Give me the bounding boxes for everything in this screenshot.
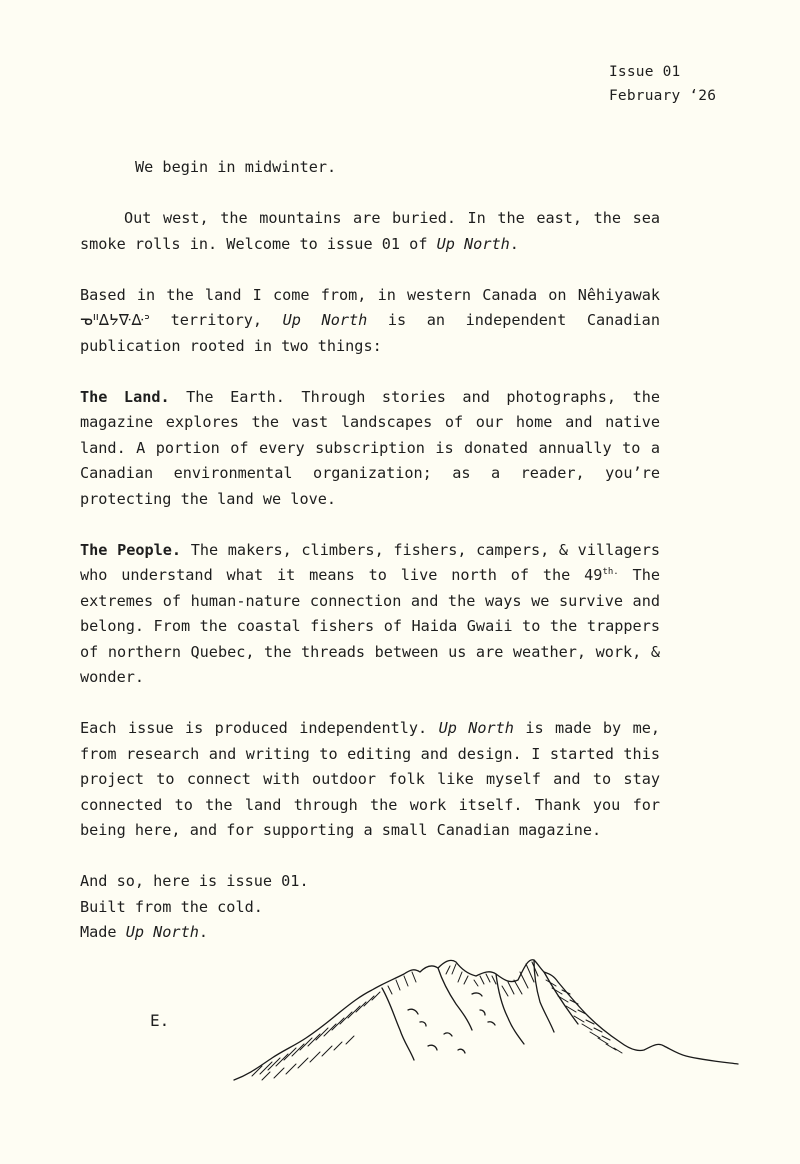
land-text: The Earth. Through stories and photographs, the magazine explores the vast landscapes of our home and native land. A portion of every subscription is donated annually to a Canadian environmental organization; as a reader, you’re protecting the land we love.: [80, 387, 660, 508]
magazine-title: Up North: [438, 719, 514, 737]
paragraph-welcome: [80, 206, 660, 257]
issue-number: Issue 01: [609, 64, 681, 80]
opening-line: [80, 155, 660, 181]
magazine-title: Up North: [436, 234, 510, 253]
ordinal-suffix: th.: [602, 566, 619, 577]
magazine-title: Up North: [282, 311, 368, 329]
people-heading: The People.: [80, 540, 182, 559]
paragraph-independent: [80, 716, 660, 844]
independent-text: Each issue is produced independently.: [80, 719, 439, 737]
magazine-title: Up North: [125, 923, 199, 941]
letter-body: [80, 155, 660, 946]
mountain-range-sketch-icon: [232, 950, 742, 1090]
issue-date: February ‘26: [609, 88, 717, 104]
closing-line-3-end: .: [198, 923, 209, 941]
paragraph-based-in: [80, 283, 660, 360]
paragraph-the-land: [80, 385, 660, 513]
closing-line-3-text: Made: [80, 923, 126, 941]
based-in-text: Based in the land I come from, in western Canada on Nêhiyawak ᓀᐦᐃᔭᐍᐏᐣ territory,: [80, 285, 660, 329]
closing-lines: [80, 869, 660, 946]
paragraph-the-people: [80, 538, 660, 691]
people-text: The makers, climbers, fishers, campers, & villagers who understand what it means to live north of the 49: [80, 540, 660, 584]
independent-text-continued: is made by me, from research and writing to editing and design. I started this project to connect with outdoor folk like myself and to stay connected to the land through the work itself. Thank you for being here, and for supporting a small Canadian magazine.: [80, 719, 660, 839]
land-heading: The Land.: [80, 387, 170, 406]
issue-header: [609, 60, 716, 108]
welcome-end: .: [509, 234, 519, 253]
opening-text: We begin in midwinter.: [135, 158, 337, 176]
closing-line-2: Built from the cold.: [80, 897, 263, 916]
welcome-text: Out west, the mountains are buried. In the east, the sea smoke rolls in. Welcome to issue 01 of: [80, 209, 660, 253]
closing-line-1: And so, here is issue 01.: [80, 872, 309, 890]
signature: E.: [150, 1011, 170, 1030]
people-text-continued: The extremes of human-nature connection and the ways we survive and belong. From the coastal fishers of Haida Gwaii to the trappers of northern Quebec, the threads between us are weather, work, & wonder.: [80, 566, 660, 686]
based-in-end: is an independent Canadian publication rooted in two things:: [80, 311, 660, 355]
